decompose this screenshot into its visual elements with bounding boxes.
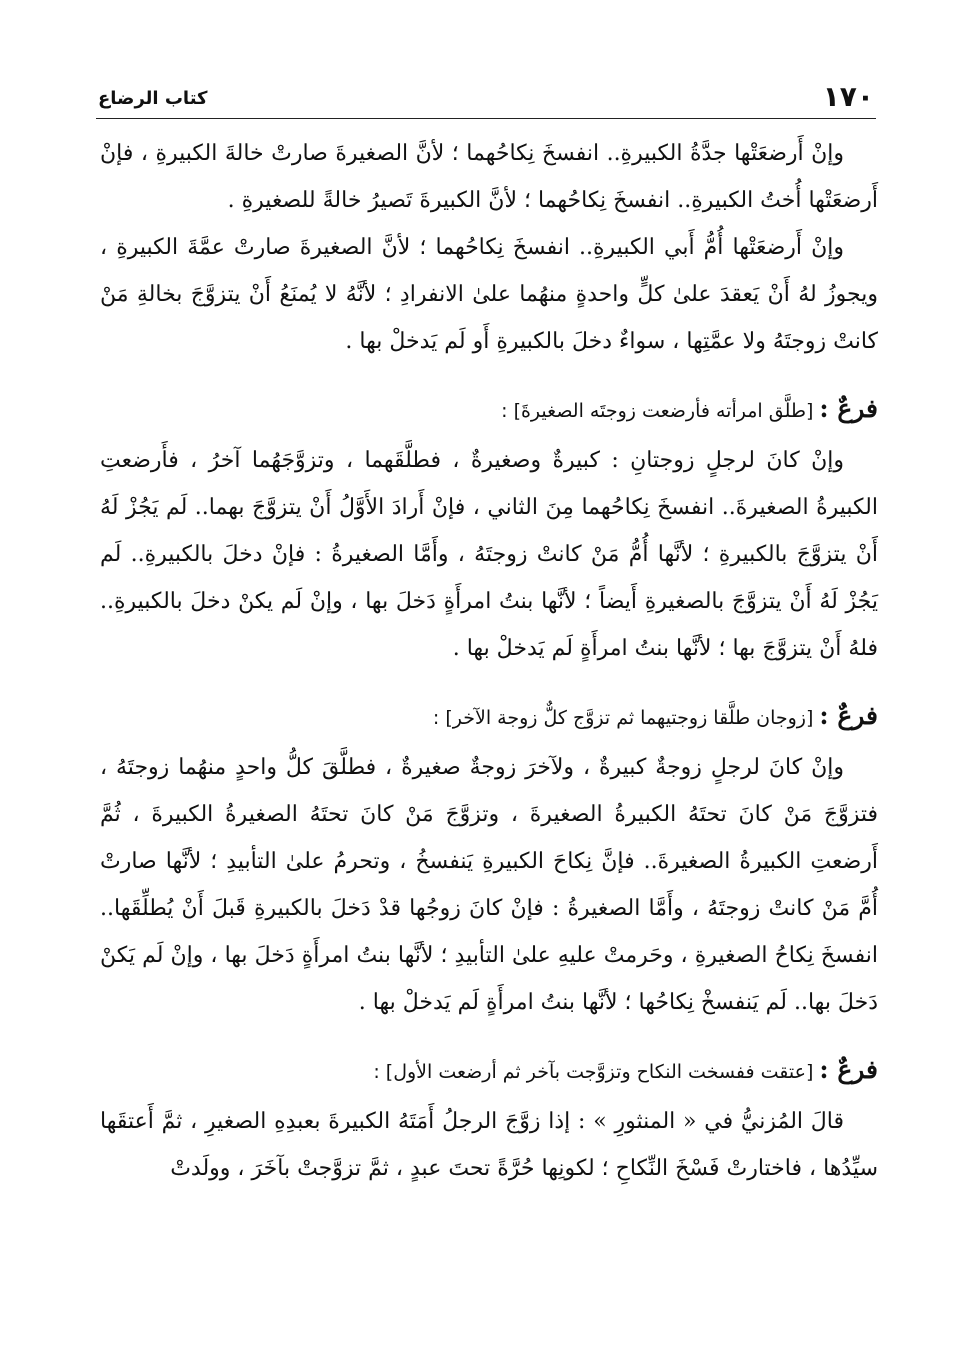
- heading-title: [زوجان طلَّقا زوجتيهما ثم تزوَّج كلٌّ زوجة الآخر] :: [432, 707, 814, 729]
- paragraph: وإنْ أَرضعَتْها أُمُّ أَبي الكبيرةِ.. انفسخَ نِكاحُهما ؛ لأنَّ الصغيرةَ صارتْ عمَّةَ الكبيرةِ ، ويجوزُ لهُ أَنْ يَعقدَ علىٰ كلٍّ واحدةٍ منهُما علىٰ الانفرادِ ؛ لأنَّهُ لا يُمنَعُ أَنْ يتزوَّجَ بخالةِ مَنْ كانتْ زوجتَهُ ولا عمَّتِها ، سواءٌ دخلَ بالكبيرةِ أَو لَم يَدخلْ بها .: [100, 235, 878, 354]
- heading-title: [عتقت ففسخت النكاح وتزوَّجت بآخر ثم أرضعت الأول] :: [373, 1061, 814, 1083]
- page-number: ١٧٠: [822, 80, 874, 113]
- page-body: [100, 130, 878, 1192]
- section-heading: [100, 1046, 878, 1096]
- section-heading: [100, 692, 878, 742]
- heading-lead: فرعٌ :: [819, 1055, 878, 1084]
- heading-lead: فرعٌ :: [819, 701, 878, 730]
- paragraph: وإنْ كانَ لرجلٍ زوجتانِ : كبيرةٌ وصغيرةٌ ، فطلَّقَهما ، وتزوَّجَهُما آخرُ ، فأَرضعتِ الكبيرةُ الصغيرةَ.. انفسخَ نِكاحُهما مِنَ الثاني ، فإنْ أَرادَ الأَوَّلُ أَنْ يتزوَّجَ بهما.. لَم يَجُزْ لَهُ أَنْ يتزوَّجَ بالكبيرةِ ؛ لأنَّها أُمُّ مَنْ كانتْ زوجتَهُ ، وأَمَّا الصغيرةُ : فإنْ دخلَ بالكبيرةِ.. لَم يَجُزْ لَهُ أَنْ يتزوَّجَ بالصغيرةِ أَيضاً ؛ لأنَّها بنتُ امرأَةٍ دَخلَ بها ، وإنْ لَم يكنْ دخلَ بالكبيرةِ.. فلهُ أَنْ يتزوَّجَ بها ؛ لأنَّها بنتُ امرأَةٍ لَم يَدخلْ بها .: [100, 448, 878, 661]
- page-header: [96, 82, 876, 119]
- paragraph: وإنْ أَرضعَتْها جدَّةُ الكبيرةِ.. انفسخَ نِكاحُهما ؛ لأنَّ الصغيرةَ صارتْ خالةَ الكبيرةِ ، فإنْ أَرضعَتْها أُختُ الكبيرةِ.. انفسخَ نِكاحُهما ؛ لأنَّ الكبيرةَ تَصيرُ خالةً للصغيرةِ .: [100, 141, 878, 213]
- section-heading: [100, 385, 878, 435]
- heading-title: [طلَّق امرأته فأرضعت زوجتَه الصغيرةَ] :: [501, 400, 814, 422]
- paragraph: قالَ المُزنيُّ في « المنثورِ » : إذا زوَّجَ الرجلُ أَمَتَهُ الكبيرةَ بعبدِهِ الصغيرِ ، ثمَّ أَعتقَها سيِّدُها ، فاختارتْ فَسْخَ النِّكاحِ ؛ لكونِها حُرَّةً تحتَ عبدٍ ، ثمَّ تزوَّجتْ بآخَرَ ، وولَدتْ: [100, 1109, 878, 1181]
- running-title: كتاب الرضاع: [98, 88, 208, 109]
- paragraph: وإنْ كانَ لرجلٍ زوجةٌ كبيرةٌ ، ولآخرَ زوجةٌ صغيرةٌ ، فطلَّقَ كلُّ واحدٍ منهُما زوجتَهُ ، فتزوَّجَ مَنْ كانَ تحتَهُ الكبيرةُ الصغيرةَ ، وتزوَّجَ مَنْ كانَ تحتَهُ الصغيرةُ الكبيرةَ ، ثُمَّ أَرضعتِ الكبيرةُ الصغيرةَ.. فإنَّ نِكاحَ الكبيرةِ يَنفسخُ ، وتحرمُ علىٰ التأبيدِ ؛ لأنَّها صارتْ أُمَّ مَنْ كانتْ زوجتَهُ ، وأَمَّا الصغيرةُ : فإنْ كانَ زوجُها قدْ دَخلَ بالكبيرةِ قَبلَ أَنْ يُطلِّقَها.. انفسخَ نِكاحُ الصغيرةِ ، وحَرمتْ عليهِ علىٰ التأبيدِ ؛ لأنَّها بنتُ امرأَةٍ دَخلَ بها ، وإنْ لَم يَكنْ دَخلَ بها.. لَم يَنفسخْ نِكاحُها ؛ لأنَّها بنتُ امرأَةٍ لَم يَدخلْ بها .: [100, 755, 878, 1015]
- heading-lead: فرعٌ :: [819, 394, 878, 423]
